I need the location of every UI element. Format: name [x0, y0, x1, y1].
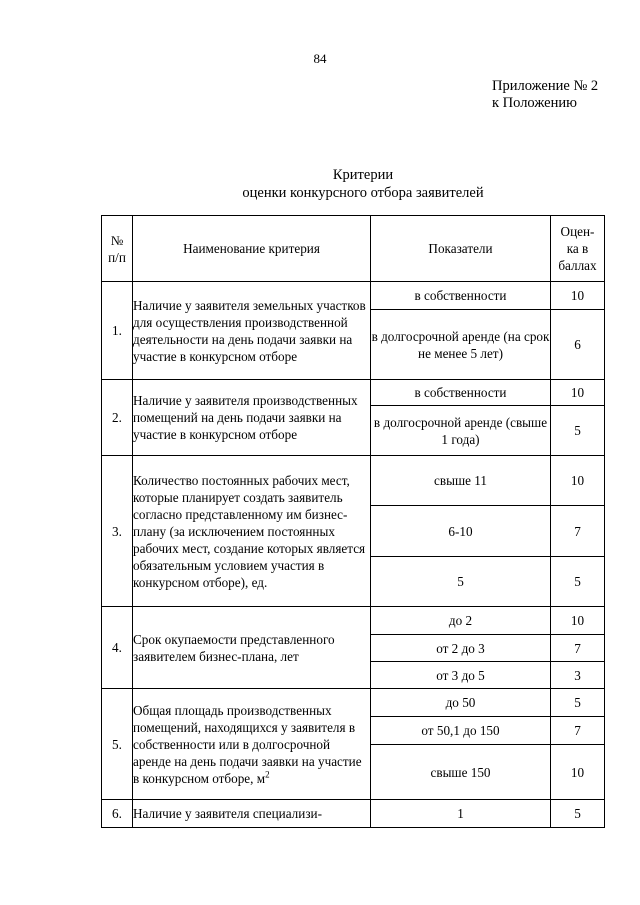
score-cell: 10	[551, 745, 605, 800]
criterion-number: 2.	[102, 380, 133, 456]
indicator-cell: свыше 11	[371, 456, 551, 506]
indicator-cell: в собственности	[371, 282, 551, 310]
header-score	[551, 216, 605, 282]
header-num-line-1: №	[110, 232, 124, 248]
table-header-row	[102, 216, 605, 282]
header-num	[102, 216, 133, 282]
header-score-line-2: ка в	[566, 241, 589, 256]
table-row	[102, 689, 605, 717]
indicator-cell: свыше 150	[371, 745, 551, 800]
criterion-name: Количество постоянных рабочих мест, которые планирует создать заявитель согласно представленному им бизнес-плану (за исключением постоянных рабочих мест, создание которых является обязательным условием участия в конкурсном отборе), ед.	[133, 456, 371, 607]
indicator-cell: до 2	[371, 607, 551, 635]
indicator-cell: в долгосрочной аренде (на срок не менее 5 лет)	[371, 310, 551, 380]
appendix-note	[492, 78, 598, 112]
indicator-cell: в собственности	[371, 380, 551, 406]
header-score-line-1: Оцен-	[560, 224, 595, 239]
score-cell: 10	[551, 456, 605, 506]
score-cell: 10	[551, 380, 605, 406]
criterion-number: 4.	[102, 607, 133, 689]
indicator-cell: до 50	[371, 689, 551, 717]
title-line-1: Критерии	[332, 167, 394, 183]
header-score-line-3: баллах	[558, 258, 597, 273]
criterion-number: 6.	[102, 800, 133, 828]
score-cell: 5	[551, 406, 605, 456]
superscript: 2	[265, 769, 270, 780]
score-cell: 6	[551, 310, 605, 380]
table-row	[102, 607, 605, 635]
score-cell: 5	[551, 689, 605, 717]
page-number: 84	[313, 51, 327, 66]
indicator-cell: 1	[371, 800, 551, 828]
score-cell: 5	[551, 800, 605, 828]
criterion-name: Наличие у заявителя производственных помещений на день подачи заявки на участие в конкурсном отборе	[133, 380, 371, 456]
indicator-cell: в долгосрочной аренде (свыше 1 года)	[371, 406, 551, 456]
indicator-cell: 5	[371, 557, 551, 607]
score-cell: 10	[551, 607, 605, 635]
criterion-name: Наличие у заявителя специализи-	[133, 800, 371, 828]
score-cell: 7	[551, 635, 605, 662]
score-cell: 5	[551, 557, 605, 607]
table-row	[102, 800, 605, 828]
criterion-number: 5.	[102, 689, 133, 800]
appendix-line-1: Приложение № 2	[492, 78, 599, 94]
score-cell: 10	[551, 282, 605, 310]
table-row	[102, 456, 605, 506]
indicator-cell: от 2 до 3	[371, 635, 551, 662]
criteria-table	[101, 215, 605, 828]
indicator-cell: 6-10	[371, 506, 551, 557]
title-line-2: оценки конкурсного отбора заявителей	[242, 185, 484, 201]
appendix-line-2: к Положению	[492, 95, 577, 111]
table-row	[102, 380, 605, 406]
score-cell: 3	[551, 662, 605, 689]
criterion-name: Наличие у заявителя земельных участков для осуществления производственной деятельности на день подачи заявки на участие в конкурсном отборе	[133, 282, 371, 380]
score-cell: 7	[551, 506, 605, 557]
header-criterion-name: Наименование критерия	[133, 216, 371, 282]
table-row	[102, 282, 605, 310]
criterion-name-text: Общая площадь производственных помещений, находящихся у заявителя в собственности или в долгосрочной аренде на день подачи заявки на участие в конкурсном отборе, м	[133, 702, 362, 786]
header-num-line-2: п/п	[108, 249, 126, 265]
document-title	[0, 166, 640, 202]
indicator-cell: от 3 до 5	[371, 662, 551, 689]
criterion-number: 1.	[102, 282, 133, 380]
criterion-name: Срок окупаемости представленного заявителем бизнес-плана, лет	[133, 607, 371, 689]
criterion-number: 3.	[102, 456, 133, 607]
header-indicators: Показатели	[371, 216, 551, 282]
criterion-name	[133, 689, 371, 800]
indicator-cell: от 50,1 до 150	[371, 717, 551, 745]
score-cell: 7	[551, 717, 605, 745]
